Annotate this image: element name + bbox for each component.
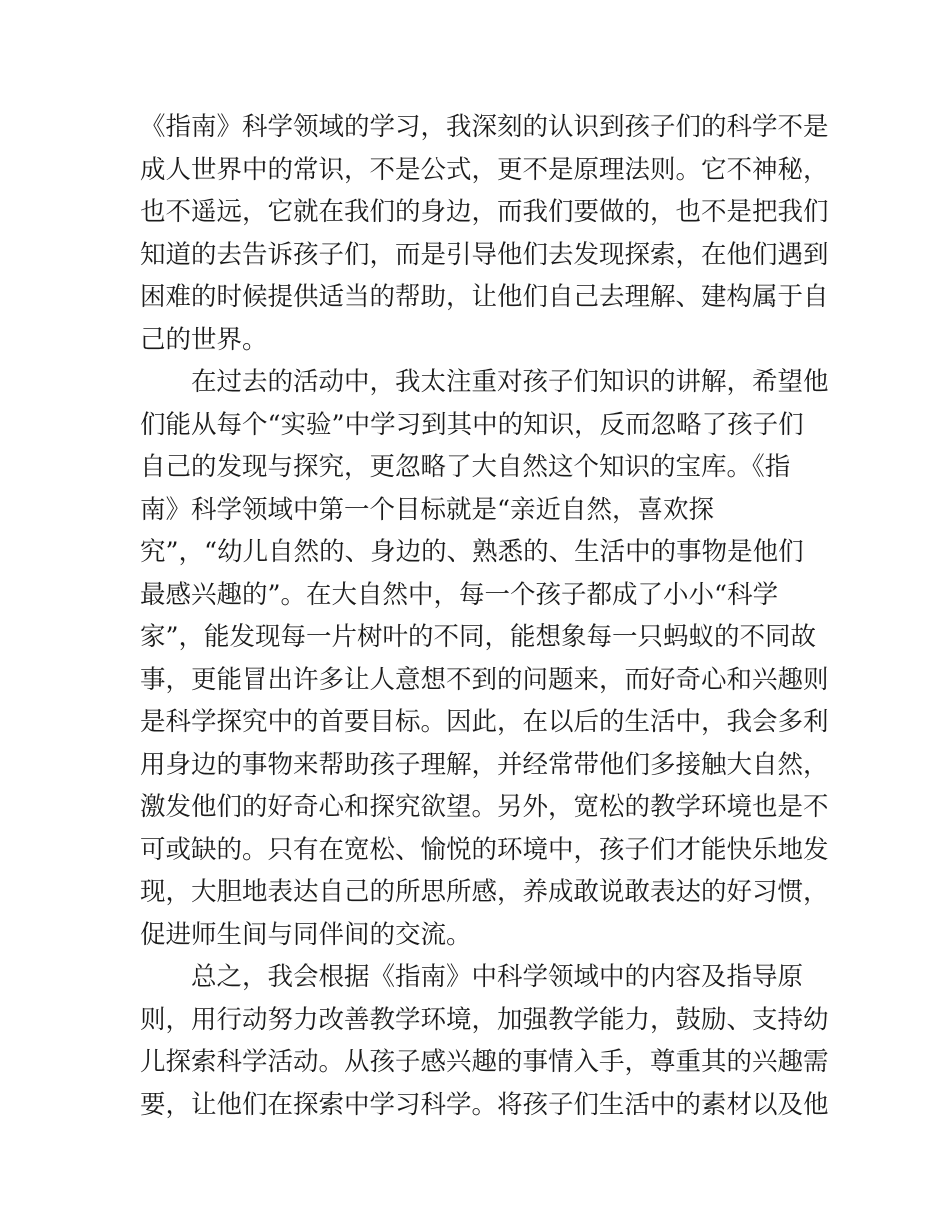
text-line: 总之，我会根据《指南》中科学领域中的内容及指导原 <box>140 962 804 992</box>
text-line: 事，更能冒出许多让人意想不到的问题来，而好奇心和兴趣则 <box>140 664 829 695</box>
text-line: 则，用行动努力改善教学环境，加强教学能力，鼓励、支持幼 <box>140 1004 829 1035</box>
text-line: 是科学探究中的首要目标。因此，在以后的生活中，我会多利 <box>140 707 829 737</box>
text-line: 儿探索科学活动。从孩子感兴趣的事情入手，尊重其的兴趣需 <box>140 1047 829 1077</box>
text-line: 自己的发现与探究，更忽略了大自然这个知识的宝库。《指 <box>140 452 791 482</box>
text-line: 激发他们的好奇心和探究欲望。另外，宽松的教学环境也是不 <box>140 792 829 822</box>
text-line: 可或缺的。只有在宽松、愉悦的环境中，孩子们才能快乐地发 <box>140 834 829 865</box>
text-line: 南》科学领域中第一个目标就是“亲近自然，喜欢探 <box>140 494 715 525</box>
text-line: 要，让他们在探索中学习科学。将孩子们生活中的素材以及他 <box>140 1089 829 1120</box>
text-line: 们能从每个“实验”中学习到其中的知识，反而忽略了孩子们 <box>140 409 804 440</box>
text-line: 在过去的活动中，我太注重对孩子们知识的讲解，希望他 <box>140 367 829 397</box>
text-line: 现，大胆地表达自己的所思所感，养成敢说敢表达的好习惯， <box>140 877 829 907</box>
text-line: 究”，“幼儿自然的、身边的、熟悉的、生活中的事物是他们 <box>140 537 804 567</box>
text-line: 困难的时候提供适当的帮助，让他们自己去理解、建构属于自 <box>140 282 829 312</box>
text-line: 成人世界中的常识，不是公式，更不是原理法则。它不神秘， <box>140 154 829 185</box>
text-line: 家”，能发现每一片树叶的不同，能想象每一只蚂蚁的不同故 <box>140 622 817 652</box>
document-body <box>140 106 829 1126</box>
text-line: 也不遥远，它就在我们的身边，而我们要做的，也不是把我们 <box>140 197 829 227</box>
text-line: 己的世界。 <box>140 324 268 355</box>
text-line: 用身边的事物来帮助孩子理解，并经常带他们多接触大自然， <box>140 749 829 780</box>
text-line: 最感兴趣的”。在大自然中，每一个孩子都成了小小“科学 <box>140 579 779 610</box>
text-line: 知道的去告诉孩子们，而是引导他们去发现探索，在他们遇到 <box>140 239 829 270</box>
text-line: 促进师生间与同伴间的交流。 <box>140 919 472 950</box>
text-line: 《指南》科学领域的学习，我深刻的认识到孩子们的科学不是 <box>140 112 829 142</box>
